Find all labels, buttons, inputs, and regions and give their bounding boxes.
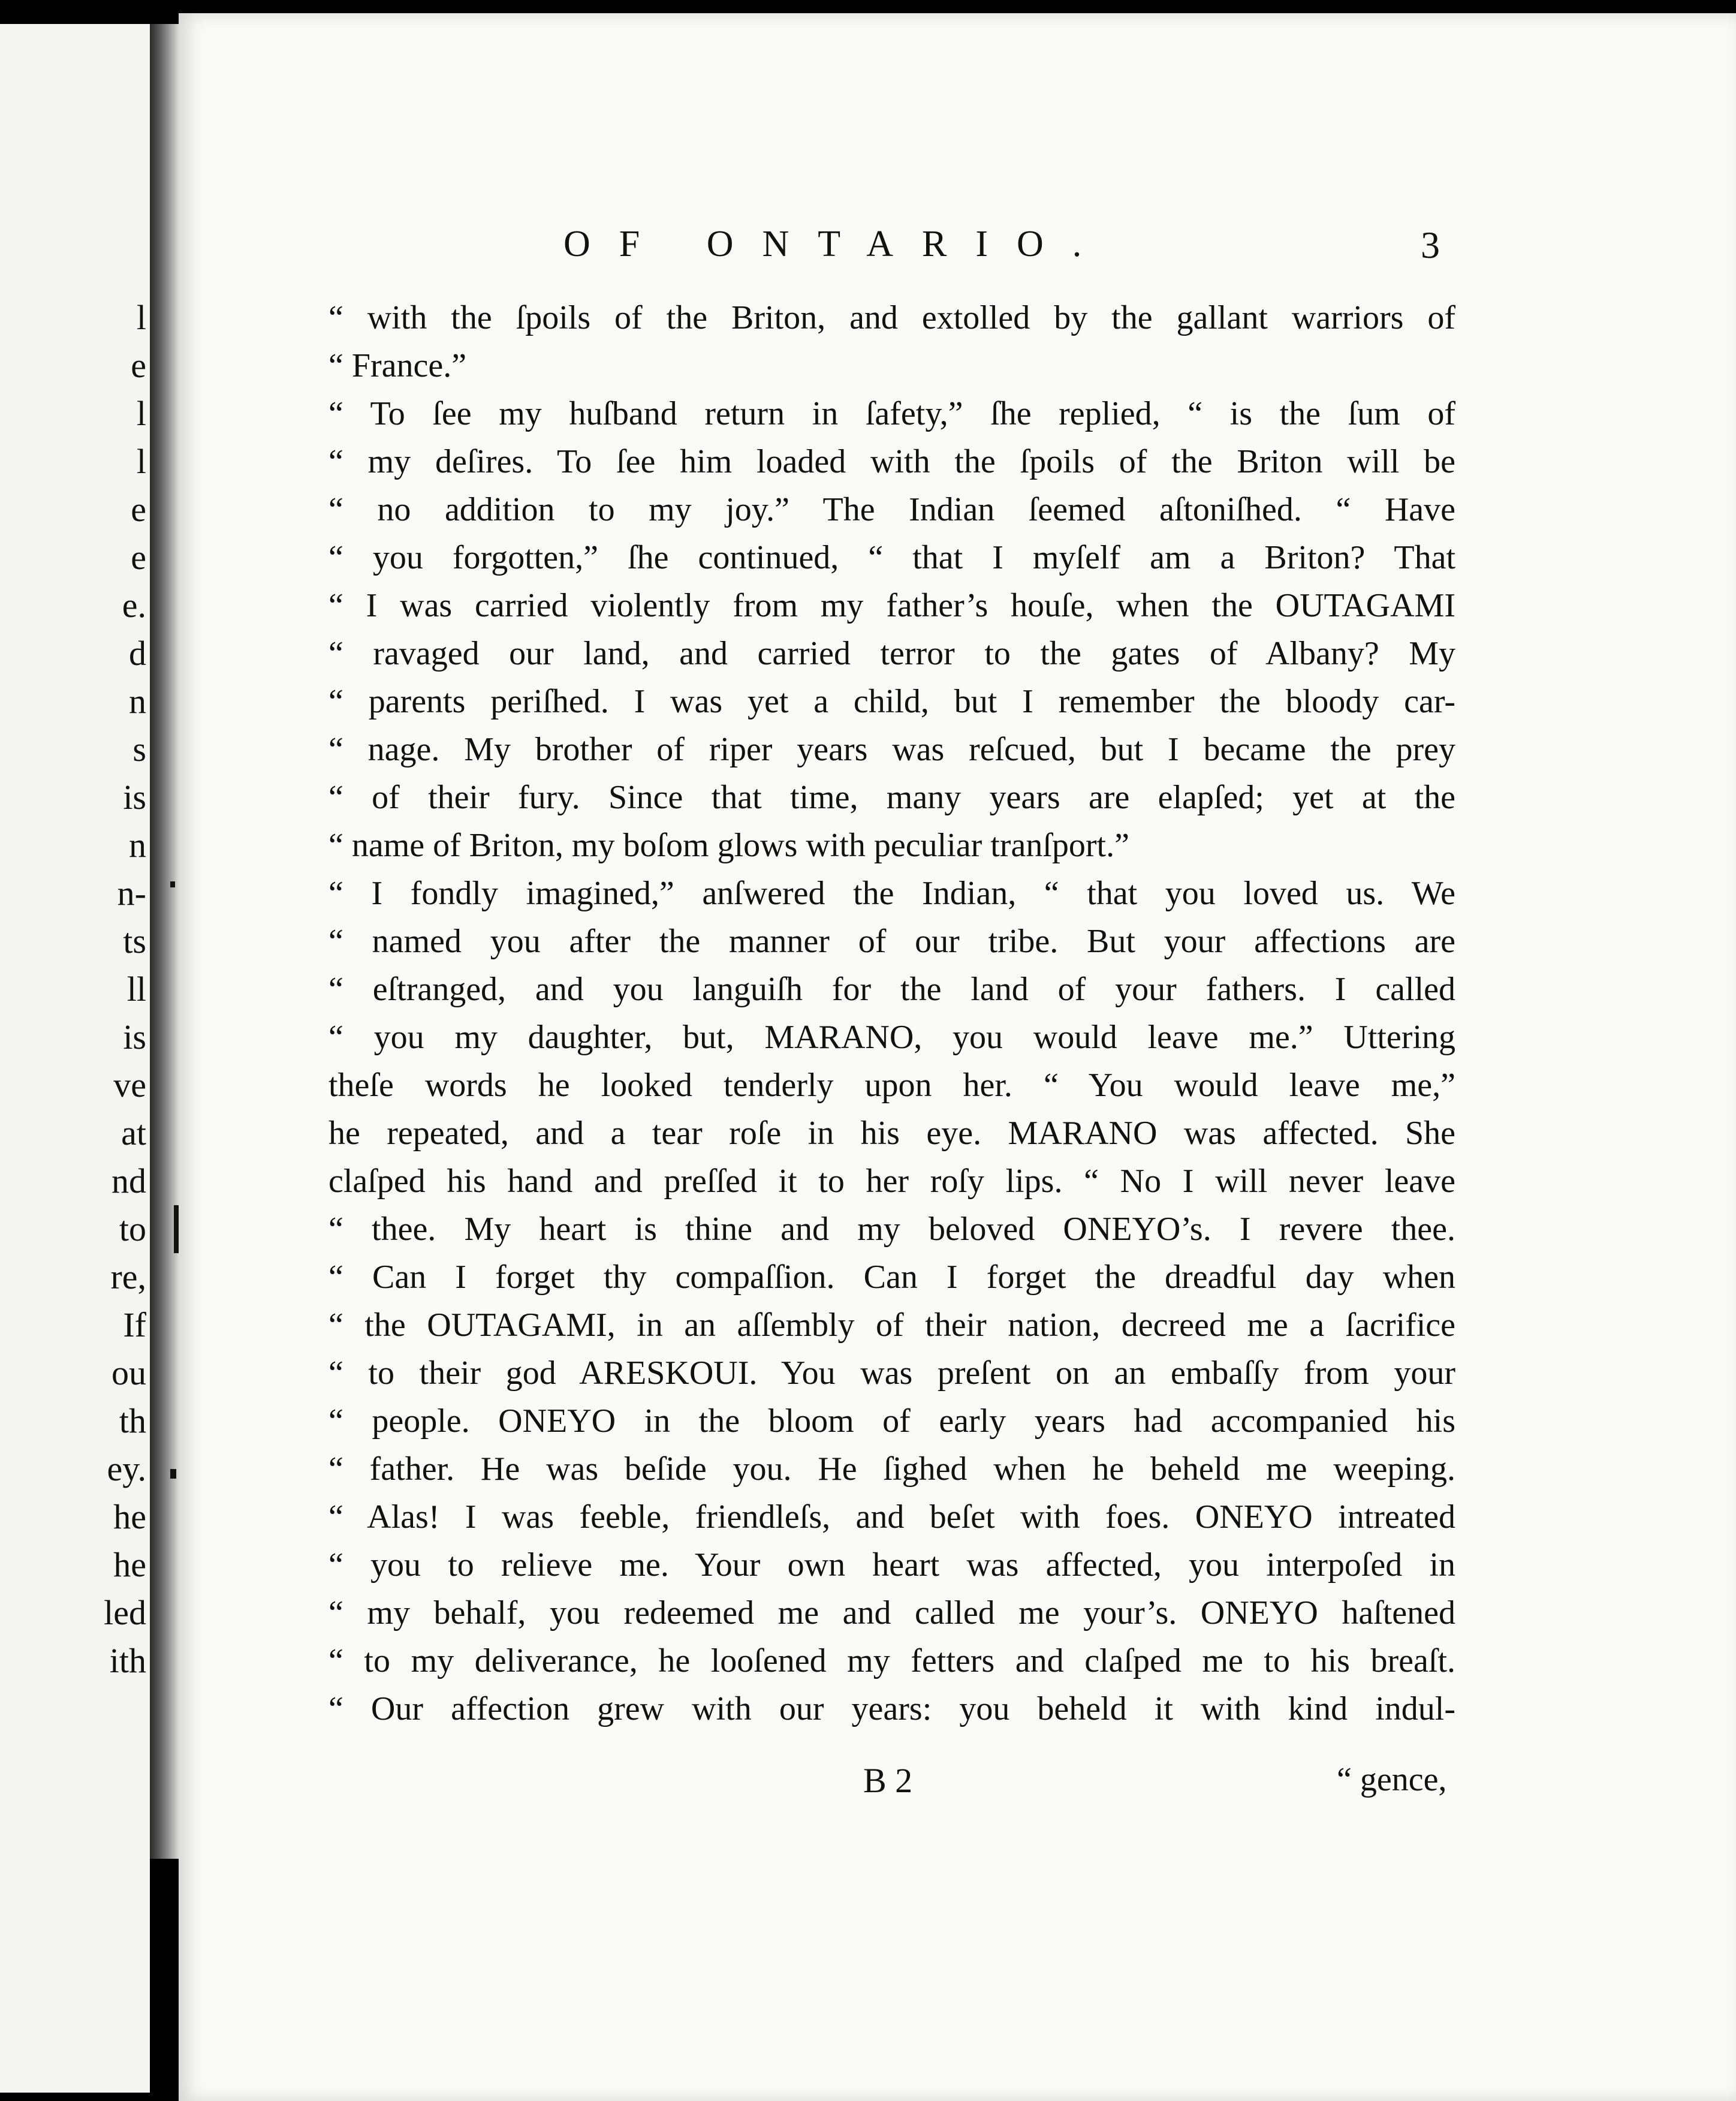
text-line: “ people. ONEYO in the bloom of early years had accompanied his: [328, 1402, 1455, 1440]
text-line: “ Alas! I was feeble, friendleſs, and beſet with foes. ONEYO intreated: [328, 1498, 1455, 1536]
text-line: “ To ſee my huſband return in ſafety,” ſhe replied, “ is the ſum of: [328, 395, 1455, 432]
text-line: theſe words he looked tenderly upon her. “ You would leave me,”: [328, 1067, 1455, 1104]
left-fragment: re,: [110, 1257, 146, 1296]
text-line: “ name of Briton, my boſom glows with peculiar tranſport.”: [328, 827, 1129, 864]
left-fragment: is: [123, 778, 146, 817]
text-line: “ eſtranged, and you languiſh for the land of your fathers. I called: [328, 971, 1455, 1008]
text-line: “ you my daughter, but, MARANO, you would leave me.” Uttering: [328, 1019, 1455, 1056]
left-fragment: If: [123, 1305, 146, 1344]
left-fragment: led: [104, 1593, 146, 1632]
page-number: 3: [1421, 224, 1440, 266]
signature-mark: B 2: [863, 1761, 913, 1800]
text-line: “ I was carried violently from my father’s houſe, when the OUTAGAMI: [328, 587, 1455, 624]
text-line: “ to my deliverance, he looſened my fetters and claſped me to his breaſt.: [328, 1642, 1455, 1679]
left-fragment: s: [132, 730, 146, 769]
text-line: “ of their fury. Since that time, many years are elapſed; yet at the: [328, 779, 1455, 816]
text-line: “ parents periſhed. I was yet a child, but I remember the bloody car-: [328, 683, 1455, 720]
left-fragment: th: [119, 1401, 146, 1440]
text-line: “ you forgotten,” ſhe continued, “ that I myſelf am a Briton? That: [328, 539, 1455, 576]
running-title: OF ONTARIO.: [563, 224, 1111, 264]
left-fragment: d: [129, 634, 146, 673]
left-fragment: l: [136, 394, 146, 433]
left-fragment: n-: [117, 874, 146, 913]
text-line: “ thee. My heart is thine and my beloved ONEYO’s. I revere thee.: [328, 1211, 1455, 1248]
text-line: he repeated, and a tear roſe in his eye. MARANO was affected. She: [328, 1115, 1455, 1152]
ink-speck: [170, 1469, 176, 1479]
body-text: [328, 294, 1455, 1733]
left-fragment: l: [136, 442, 146, 481]
catchword: “ gence,: [1337, 1761, 1447, 1798]
text-line: “ to their god ARESKOUI. You was preſent on an embaſſy from your: [328, 1354, 1455, 1392]
ink-speck: [170, 881, 175, 887]
text-line: “ Can I forget thy compaſſion. Can I forget the dreadful day when: [328, 1259, 1455, 1296]
text-line: “ ravaged our land, and carried terror to the gates of Albany? My: [328, 635, 1455, 672]
left-fragment: e: [131, 538, 146, 577]
left-fragment: ve: [113, 1065, 146, 1104]
left-fragment: ey.: [107, 1449, 146, 1488]
text-line: “ named you after the manner of our tribe. But your affections are: [328, 923, 1455, 960]
left-fragment: n: [129, 682, 146, 721]
text-line: claſped his hand and preſſed it to her roſy lips. “ No I will never leave: [328, 1163, 1455, 1200]
text-line: “ the OUTAGAMI, in an aſſembly of their nation, decreed me a ſacrifice: [328, 1307, 1455, 1344]
left-fragment: at: [121, 1113, 146, 1152]
text-line: “ France.”: [328, 347, 467, 384]
left-fragment: he: [113, 1545, 146, 1584]
book-gutter: [150, 24, 179, 1859]
text-line: “ I fondly imagined,” anſwered the Indian, “ that you loved us. We: [328, 875, 1455, 912]
text-line: “ Our affection grew with our years: you beheld it with kind indul-: [328, 1690, 1455, 1727]
left-fragment: ts: [123, 922, 146, 961]
text-line: “ you to relieve me. Your own heart was affected, you interpoſed in: [328, 1546, 1455, 1584]
left-fragment: ith: [109, 1641, 146, 1680]
left-fragment: he: [113, 1497, 146, 1536]
left-fragment: to: [119, 1209, 146, 1248]
text-line: “ my deſires. To ſee him loaded with the ſpoils of the Briton will be: [328, 443, 1455, 480]
text-line: “ no addition to my joy.” The Indian ſeemed aſtoniſhed. “ Have: [328, 491, 1455, 528]
text-line: “ father. He was beſide you. He ſighed when he beheld me weeping.: [328, 1450, 1455, 1488]
left-fragment: ou: [111, 1353, 146, 1392]
left-fragment: e: [131, 490, 146, 529]
left-fragment: ll: [126, 970, 146, 1009]
text-line: “ nage. My brother of riper years was reſcued, but I became the prey: [328, 731, 1455, 768]
left-fragment: e: [131, 346, 146, 385]
text-line: “ my behalf, you redeemed me and called me your’s. ONEYO haſtened: [328, 1594, 1455, 1632]
left-fragment: is: [123, 1018, 146, 1056]
left-fragment: e.: [122, 586, 146, 625]
left-fragment: nd: [111, 1161, 146, 1200]
left-page-edge: [0, 24, 150, 2093]
left-fragment: l: [136, 298, 146, 337]
text-line: “ with the ſpoils of the Briton, and extolled by the gallant warriors of: [328, 299, 1455, 336]
left-fragment: n: [129, 826, 146, 865]
